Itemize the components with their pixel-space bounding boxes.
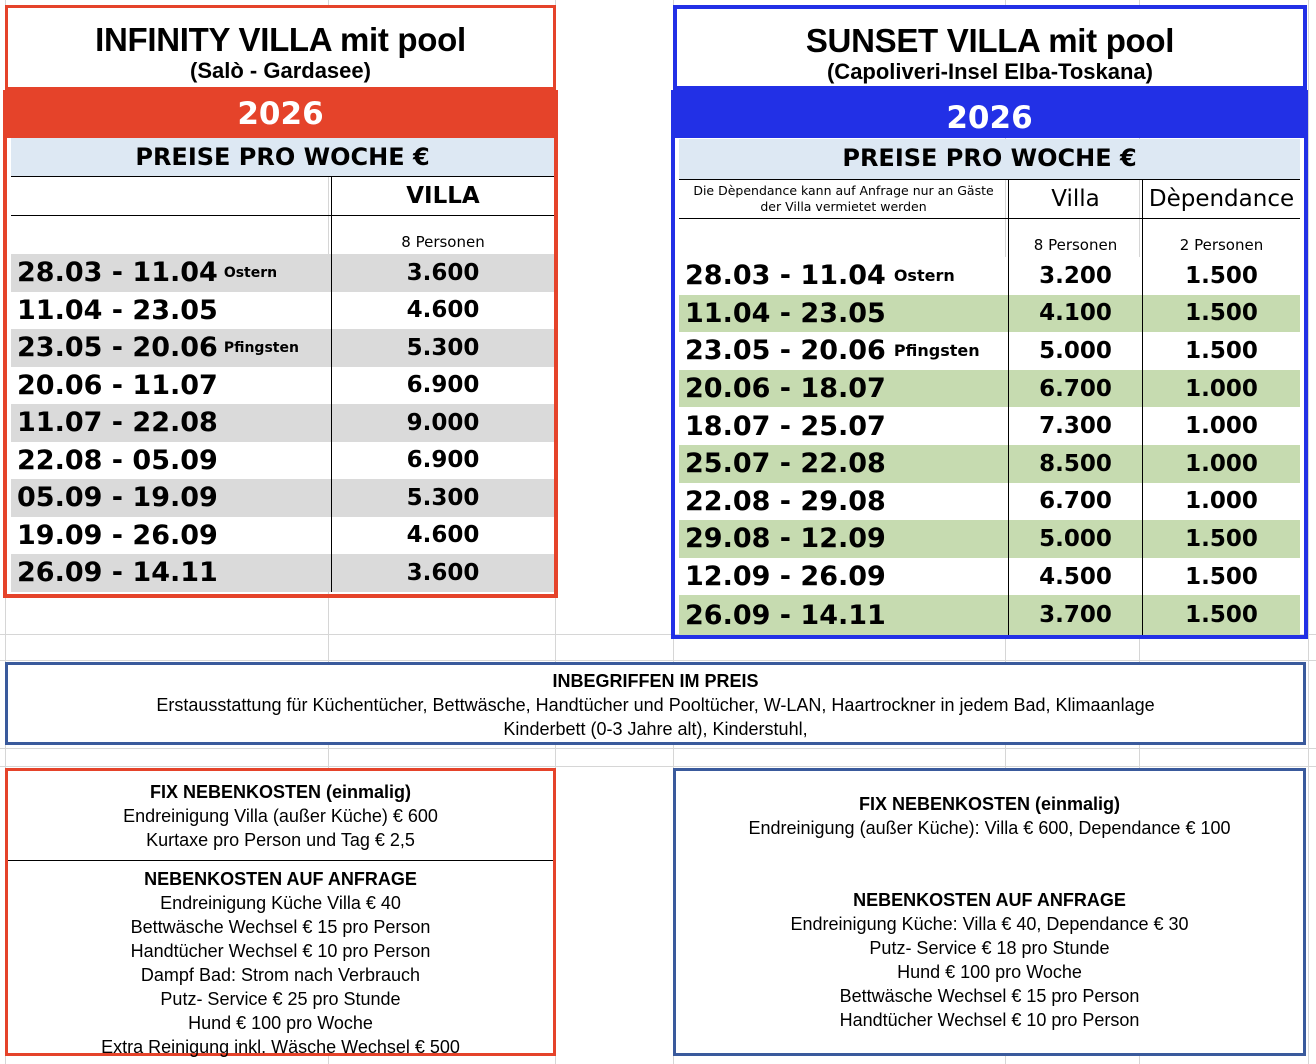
sunset-price-row [679,295,1300,333]
infinity-holiday-note: Ostern [223,264,278,281]
infinity-date-range: 22.08 - 05.09 [17,444,218,476]
sunset-dependance-price: 1.500 [1185,525,1258,552]
sunset-dependance-price: 1.500 [1185,563,1258,590]
infinity-title: INFINITY VILLA mit pool [95,21,466,58]
sunset-date-range: 18.07 - 25.07 [685,410,886,442]
sunset-price-row [679,483,1300,521]
sunset-dependance-price: 1.500 [1185,300,1258,327]
infinity-fix-title: FIX NEBENKOSTEN (einmalig) [149,782,412,802]
sunset-dependance-price: 1.500 [1185,337,1258,364]
sunset-villa-price: 4.500 [1009,558,1143,596]
sunset-title: SUNSET VILLA mit pool [805,22,1175,59]
sunset-dependance-note: Die Dèpendance kann auf Anfrage nur an Gäste der Villa vermietet werden [679,179,1009,218]
sunset-dependance-price: 1.500 [1185,602,1258,629]
sunset-price-row [679,407,1300,445]
infinity-price-row [11,292,554,330]
infinity-villa-price: 6.900 [406,447,480,474]
infinity-villa-price: 5.300 [406,334,480,361]
sunset-date-range: 28.03 - 11.04 [685,260,886,292]
infinity-villa-price: 5.300 [406,484,480,511]
infinity-col-villa: VILLA [406,182,480,209]
infinity-price-row [11,254,554,292]
sunset-dependance-price: 1.000 [1185,413,1258,440]
sunset-date-range: 20.06 - 18.07 [685,373,886,405]
sunset-villa-price: 4.100 [1009,295,1143,333]
infinity-extra-title: NEBENKOSTEN AUF ANFRAGE [144,869,417,889]
infinity-date-range: 11.07 - 22.08 [17,407,218,439]
infinity-year: 2026 [7,90,554,138]
infinity-villa-price: 6.900 [406,372,480,399]
sunset-dependance-price: 1.500 [1185,262,1258,289]
infinity-price-row [11,404,554,442]
sunset-price-row [679,445,1300,483]
sunset-persons-dependance: 2 Personen [1179,236,1264,254]
infinity-extra-item: Bettwäsche Wechsel € 15 pro Person [130,917,431,937]
sunset-fix-item: Endreinigung (außer Küche): Villa € 600, Dependance € 100 [748,818,1231,838]
infinity-date-range: 23.05 - 20.06 [17,332,218,364]
sunset-persons-villa: 8 Personen [1009,219,1143,257]
infinity-price-row [11,442,554,480]
infinity-price-row [11,554,554,592]
infinity-price-row [11,517,554,555]
sunset-dependance-price: 1.000 [1185,375,1258,402]
included-title: INBEGRIFFEN IM PREIS [552,671,759,691]
sunset-col-villa: Villa [1009,179,1143,218]
infinity-date-range: 20.06 - 11.07 [17,369,218,401]
sunset-villa-price: 6.700 [1009,370,1143,408]
infinity-price-row [11,329,554,367]
sunset-villa-price: 7.300 [1009,407,1143,445]
infinity-price-row [11,367,554,405]
sunset-dependance-price: 1.000 [1185,488,1258,515]
sunset-dependance-price: 1.000 [1185,450,1258,477]
infinity-extra-item: Extra Reinigung inkl. Wäsche Wechsel € 500 [101,1037,460,1057]
sunset-prices-header: PREISE PRO WOCHE € [679,139,1300,180]
sunset-col-dependance: Dèpendance [1148,185,1295,212]
sunset-holiday-note: Ostern [893,266,955,286]
sunset-villa-price: 5.000 [1009,332,1143,370]
sunset-extra-item: Putz- Service € 18 pro Stunde [869,938,1110,958]
sunset-title-box [673,5,1307,90]
infinity-villa-price: 4.600 [406,297,480,324]
infinity-date-range: 28.03 - 11.04 [17,257,218,289]
sunset-year: 2026 [675,94,1304,138]
sunset-holiday-note: Pfingsten [893,341,980,361]
infinity-price-table [3,90,558,598]
infinity-extra-item: Handtücher Wechsel € 10 pro Person [130,941,431,961]
infinity-extra-item: Dampf Bad: Strom nach Verbrauch [140,965,421,985]
infinity-extra-item: Hund € 100 pro Woche [188,1013,373,1033]
infinity-holiday-note: Pfingsten [223,339,299,356]
infinity-date-range: 05.09 - 19.09 [17,482,218,514]
included-line-2: Kinderbett (0-3 Jahre alt), Kinderstuhl, [503,719,808,739]
sunset-extra-item: Hund € 100 pro Woche [897,962,1082,982]
sunset-price-row [679,520,1300,558]
sunset-extra-title: NEBENKOSTEN AUF ANFRAGE [853,890,1126,910]
sunset-villa-price: 5.000 [1009,520,1143,558]
sunset-costs-box [673,768,1306,1056]
infinity-title-box [5,5,556,90]
infinity-fix-item: Endreinigung Villa (außer Küche) € 600 [123,806,438,826]
sunset-subtitle: (Capoliveri-Insel Elba-Toskana) [826,59,1153,84]
sunset-price-row [679,558,1300,596]
sunset-price-row [679,370,1300,408]
included-line-1: Erstausstattung für Küchentücher, Bettwäsche, Handtücher und Pooltücher, W-LAN, Haartrockner in jedem Bad, Klimaanlage [156,695,1155,715]
infinity-villa-price: 4.600 [406,522,480,549]
sunset-price-row [679,332,1300,370]
infinity-subtitle: (Salò - Gardasee) [190,58,371,83]
sunset-fix-title: FIX NEBENKOSTEN (einmalig) [858,794,1121,814]
infinity-villa-price: 9.000 [406,409,480,436]
infinity-costs-box [5,768,556,1056]
sunset-price-table [671,90,1308,639]
sunset-extra-item: Handtücher Wechsel € 10 pro Person [839,1010,1140,1030]
sunset-date-range: 25.07 - 22.08 [685,448,886,480]
infinity-extra-item: Endreinigung Küche Villa € 40 [160,893,401,913]
infinity-extra-item: Putz- Service € 25 pro Stunde [160,989,401,1009]
sunset-extra-item: Bettwäsche Wechsel € 15 pro Person [839,986,1140,1006]
infinity-date-range: 26.09 - 14.11 [17,557,218,589]
infinity-date-range: 11.04 - 23.05 [17,294,218,326]
sunset-price-row [679,595,1300,635]
infinity-villa-price: 3.600 [406,259,480,286]
infinity-fix-item: Kurtaxe pro Person und Tag € 2,5 [146,830,415,850]
sunset-date-range: 12.09 - 26.09 [685,561,886,593]
sunset-villa-price: 8.500 [1009,445,1143,483]
sunset-date-range: 11.04 - 23.05 [685,297,886,329]
sunset-villa-price: 3.200 [1009,257,1143,295]
sunset-villa-price: 6.700 [1009,483,1143,521]
sunset-date-range: 23.05 - 20.06 [685,335,886,367]
sunset-date-range: 26.09 - 14.11 [685,599,886,631]
included-box [5,662,1306,745]
sunset-date-range: 22.08 - 29.08 [685,485,886,517]
infinity-villa-price: 3.600 [406,559,480,586]
infinity-price-row [11,479,554,517]
sunset-price-row [679,257,1300,295]
infinity-date-range: 19.09 - 26.09 [17,519,218,551]
infinity-prices-header: PREISE PRO WOCHE € [11,138,554,177]
sunset-date-range: 29.08 - 12.09 [685,523,886,555]
sunset-extra-item: Endreinigung Küche: Villa € 40, Dependance € 30 [790,914,1189,934]
infinity-persons: 8 Personen [401,233,485,251]
sunset-villa-price: 3.700 [1009,595,1143,635]
